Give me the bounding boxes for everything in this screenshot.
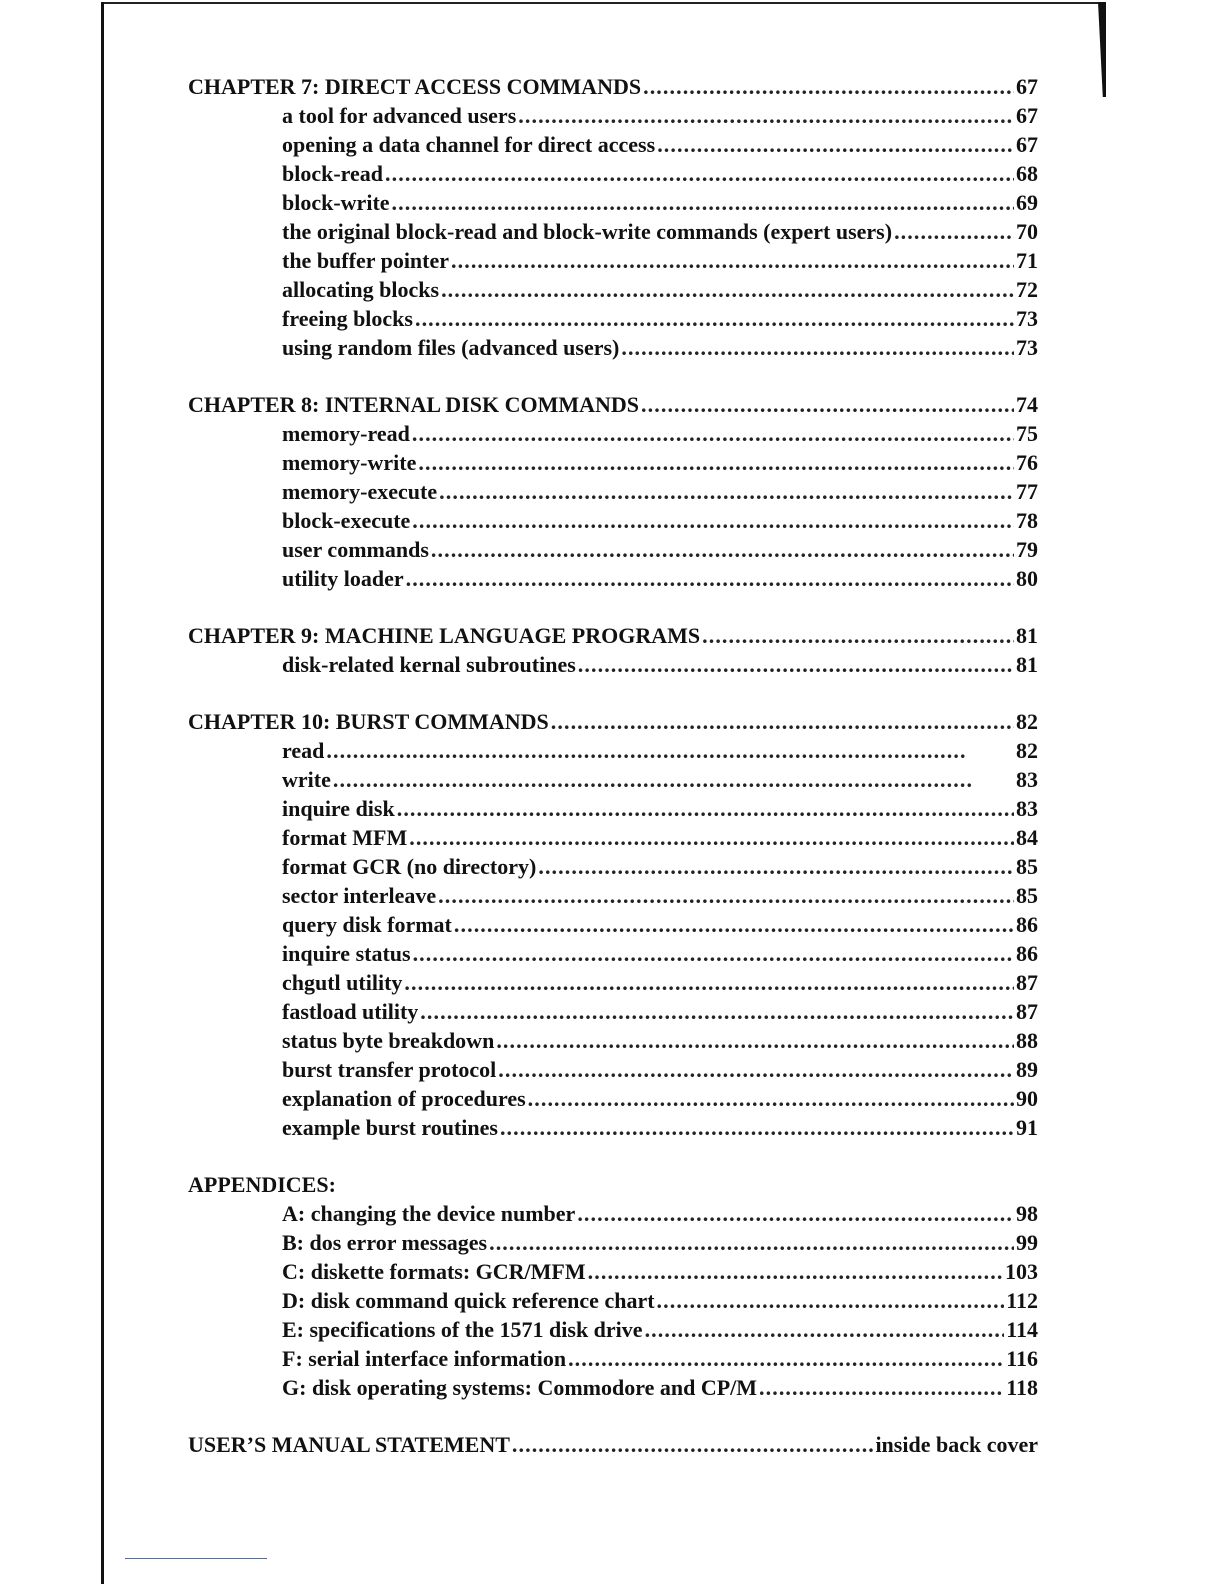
entry-page-number: 67 [1016, 103, 1038, 128]
toc-entry[interactable] [188, 1315, 1038, 1344]
toc-entry[interactable] [188, 736, 1038, 765]
dot-leader [406, 564, 1014, 593]
entry-label: block-write [282, 190, 390, 215]
entry-page-number: 73 [1016, 335, 1038, 360]
entry-page-number: 76 [1016, 450, 1038, 475]
toc-section [188, 390, 1038, 593]
toc-entry[interactable] [188, 1084, 1038, 1113]
toc-entry[interactable] [188, 794, 1038, 823]
dot-leader [702, 621, 1014, 650]
chapter-page-number: 67 [1016, 74, 1038, 99]
entry-page-number: 86 [1016, 912, 1038, 937]
dot-leader [578, 650, 1014, 679]
toc-chapter-heading[interactable] [188, 621, 1038, 650]
entry-label: B: dos error messages [282, 1230, 488, 1255]
entry-label: using random files (advanced users) [282, 335, 620, 360]
dot-leader [645, 1315, 1005, 1344]
dot-leader [431, 535, 1014, 564]
toc-entry[interactable] [188, 1026, 1038, 1055]
dot-leader [489, 1228, 1014, 1257]
dot-leader [409, 823, 1014, 852]
entry-label: utility loader [282, 566, 404, 591]
toc-section [188, 707, 1038, 1142]
entry-label: allocating blocks [282, 277, 440, 302]
dot-leader [415, 304, 1014, 333]
entry-label: format MFM [282, 825, 408, 850]
entry-page-number: 71 [1016, 248, 1038, 273]
dot-leader [538, 852, 1014, 881]
dot-leader [412, 506, 1014, 535]
toc-entry[interactable] [188, 246, 1038, 275]
dot-leader [412, 419, 1014, 448]
dot-leader [454, 910, 1014, 939]
dot-leader [500, 1113, 1014, 1142]
entry-page-number: 112 [1006, 1288, 1038, 1313]
toc-entry[interactable] [188, 1228, 1038, 1257]
entry-page-number: 69 [1016, 190, 1038, 215]
entry-page-number: 83 [1016, 796, 1038, 821]
toc-section [188, 72, 1038, 362]
entry-page-number: 82 [1016, 738, 1038, 763]
entry-page-number: 68 [1016, 161, 1038, 186]
dot-leader [759, 1373, 1004, 1402]
toc-entry[interactable] [188, 1257, 1038, 1286]
entry-label: memory-read [282, 421, 410, 446]
dot-leader [551, 707, 1014, 736]
toc-section [188, 1170, 1038, 1402]
toc-entry[interactable] [188, 1344, 1038, 1373]
entry-label: memory-execute [282, 479, 438, 504]
toc-entry[interactable] [188, 506, 1038, 535]
entry-label: block-execute [282, 508, 411, 533]
toc-entry[interactable] [188, 188, 1038, 217]
entry-page-number: 75 [1016, 421, 1038, 446]
entry-page-number: 89 [1016, 1057, 1038, 1082]
toc-entry[interactable] [188, 130, 1038, 159]
toc-entry[interactable] [188, 650, 1038, 679]
page-scan-edge-left [101, 2, 104, 1584]
dot-leader [568, 1344, 1004, 1373]
toc-entry[interactable] [188, 1373, 1038, 1402]
entry-page-number: 87 [1016, 970, 1038, 995]
dot-leader [512, 1430, 874, 1459]
entry-page-number: 90 [1016, 1086, 1038, 1111]
dot-leader [498, 1055, 1014, 1084]
entry-page-number: 118 [1006, 1375, 1038, 1400]
entry-label: G: disk operating systems: Commodore and CP/M [282, 1375, 758, 1400]
toc-entry[interactable] [188, 997, 1038, 1026]
toc-section [188, 1430, 1038, 1459]
toc-entry[interactable] [188, 1055, 1038, 1084]
dot-leader [392, 188, 1014, 217]
dot-leader [641, 390, 1014, 419]
toc-entry[interactable] [188, 852, 1038, 881]
entry-page-number: 78 [1016, 508, 1038, 533]
entry-label: F: serial interface information [282, 1346, 567, 1371]
table-of-contents [188, 72, 1038, 1487]
entry-page-number: 87 [1016, 999, 1038, 1024]
entry-page-number: 79 [1016, 537, 1038, 562]
chapter-title: CHAPTER 7: DIRECT ACCESS COMMANDS [188, 74, 642, 99]
chapter-page-number: 81 [1016, 623, 1038, 648]
entry-page-number: 80 [1016, 566, 1038, 591]
dot-leader [404, 968, 1014, 997]
chapter-page-number: inside back cover [875, 1432, 1038, 1457]
toc-entry[interactable] [188, 1199, 1038, 1228]
toc-entry[interactable] [188, 217, 1038, 246]
entry-label: memory-write [282, 450, 417, 475]
dot-leader [326, 736, 1014, 765]
toc-section [188, 621, 1038, 679]
toc-entry[interactable] [188, 304, 1038, 333]
page-scan-edge-mark [1098, 2, 1106, 97]
dot-leader [643, 72, 1014, 101]
dot-leader [438, 881, 1014, 910]
toc-entry[interactable] [188, 564, 1038, 593]
dot-leader [496, 1026, 1014, 1055]
entry-page-number: 85 [1016, 854, 1038, 879]
entry-label: write [282, 767, 331, 792]
chapter-title: CHAPTER 9: MACHINE LANGUAGE PROGRAMS [188, 623, 701, 648]
chapter-title: CHAPTER 10: BURST COMMANDS [188, 709, 549, 734]
toc-entry[interactable] [188, 419, 1038, 448]
toc-entry[interactable] [188, 333, 1038, 362]
dot-leader [420, 997, 1014, 1026]
dot-leader [894, 217, 1014, 246]
entry-page-number: 72 [1016, 277, 1038, 302]
entry-label: inquire disk [282, 796, 395, 821]
entry-label: explanation of procedures [282, 1086, 526, 1111]
toc-chapter-heading[interactable] [188, 1430, 1038, 1459]
dot-leader [657, 130, 1014, 159]
dot-leader [657, 1286, 1005, 1315]
page-scan-edge-top [103, 2, 1103, 4]
toc-entry[interactable] [188, 765, 1038, 794]
entry-label: example burst routines [282, 1115, 498, 1140]
dot-leader [439, 477, 1014, 506]
toc-entry[interactable] [188, 939, 1038, 968]
toc-chapter-heading[interactable] [188, 707, 1038, 736]
entry-page-number: 116 [1006, 1346, 1038, 1371]
entry-page-number: 70 [1016, 219, 1038, 244]
entry-label: disk-related kernal subroutines [282, 652, 576, 677]
toc-chapter-heading[interactable] [188, 390, 1038, 419]
entry-label: fastload utility [282, 999, 419, 1024]
entry-page-number: 103 [1005, 1259, 1038, 1284]
entry-page-number: 98 [1016, 1201, 1038, 1226]
toc-entry[interactable] [188, 1286, 1038, 1315]
entry-page-number: 77 [1016, 479, 1038, 504]
toc-entry[interactable] [188, 448, 1038, 477]
dot-leader [518, 101, 1014, 130]
entry-page-number: 73 [1016, 306, 1038, 331]
chapter-page-number: 82 [1016, 709, 1038, 734]
entry-page-number: 99 [1016, 1230, 1038, 1255]
chapter-title: CHAPTER 8: INTERNAL DISK COMMANDS [188, 392, 640, 417]
entry-label: the original block-read and block-write commands (expert users) [282, 219, 893, 244]
entry-label: A: changing the device number [282, 1201, 576, 1226]
toc-entry[interactable] [188, 881, 1038, 910]
entry-page-number: 67 [1016, 132, 1038, 157]
toc-entry[interactable] [188, 910, 1038, 939]
toc-section-heading: APPENDICES: [188, 1172, 336, 1197]
entry-label: D: disk command quick reference chart [282, 1288, 655, 1313]
toc-entry[interactable] [188, 477, 1038, 506]
entry-label: read [282, 738, 325, 763]
entry-label: inquire status [282, 941, 411, 966]
entry-label: a tool for advanced users [282, 103, 517, 128]
entry-label: format GCR (no directory) [282, 854, 537, 879]
dot-leader [588, 1257, 1003, 1286]
entry-label: block-read [282, 161, 384, 186]
chapter-title: USER’S MANUAL STATEMENT [188, 1432, 510, 1457]
dot-leader [333, 765, 1014, 794]
entry-page-number: 86 [1016, 941, 1038, 966]
toc-entry[interactable] [188, 968, 1038, 997]
entry-label: user commands [282, 537, 429, 562]
entry-page-number: 114 [1006, 1317, 1038, 1342]
dot-leader [397, 794, 1014, 823]
entry-label: query disk format [282, 912, 452, 937]
entry-page-number: 88 [1016, 1028, 1038, 1053]
page-scan-edge-bottom [125, 1558, 267, 1559]
entry-page-number: 81 [1016, 652, 1038, 677]
entry-page-number: 85 [1016, 883, 1038, 908]
entry-label: opening a data channel for direct access [282, 132, 656, 157]
entry-label: C: diskette formats: GCR/MFM [282, 1259, 586, 1284]
dot-leader [441, 275, 1014, 304]
entry-label: burst transfer protocol [282, 1057, 497, 1082]
dot-leader [451, 246, 1014, 275]
dot-leader [528, 1084, 1014, 1113]
entry-label: the buffer pointer [282, 248, 450, 273]
toc-entry[interactable] [188, 101, 1038, 130]
entry-label: chgutl utility [282, 970, 403, 995]
dot-leader [418, 448, 1014, 477]
entry-label: freeing blocks [282, 306, 413, 331]
entry-label: sector interleave [282, 883, 437, 908]
entry-label: E: specifications of the 1571 disk drive [282, 1317, 643, 1342]
dot-leader [577, 1199, 1014, 1228]
dot-leader [621, 333, 1014, 362]
entry-label: status byte breakdown [282, 1028, 495, 1053]
entry-page-number: 91 [1016, 1115, 1038, 1140]
toc-chapter-heading[interactable] [188, 72, 1038, 101]
entry-page-number: 84 [1016, 825, 1038, 850]
toc-entry[interactable] [188, 535, 1038, 564]
toc-entry[interactable] [188, 1113, 1038, 1142]
toc-entry[interactable] [188, 159, 1038, 188]
entry-page-number: 83 [1016, 767, 1038, 792]
toc-entry[interactable] [188, 275, 1038, 304]
chapter-page-number: 74 [1016, 392, 1038, 417]
dot-leader [413, 939, 1014, 968]
toc-entry[interactable] [188, 823, 1038, 852]
dot-leader [385, 159, 1014, 188]
